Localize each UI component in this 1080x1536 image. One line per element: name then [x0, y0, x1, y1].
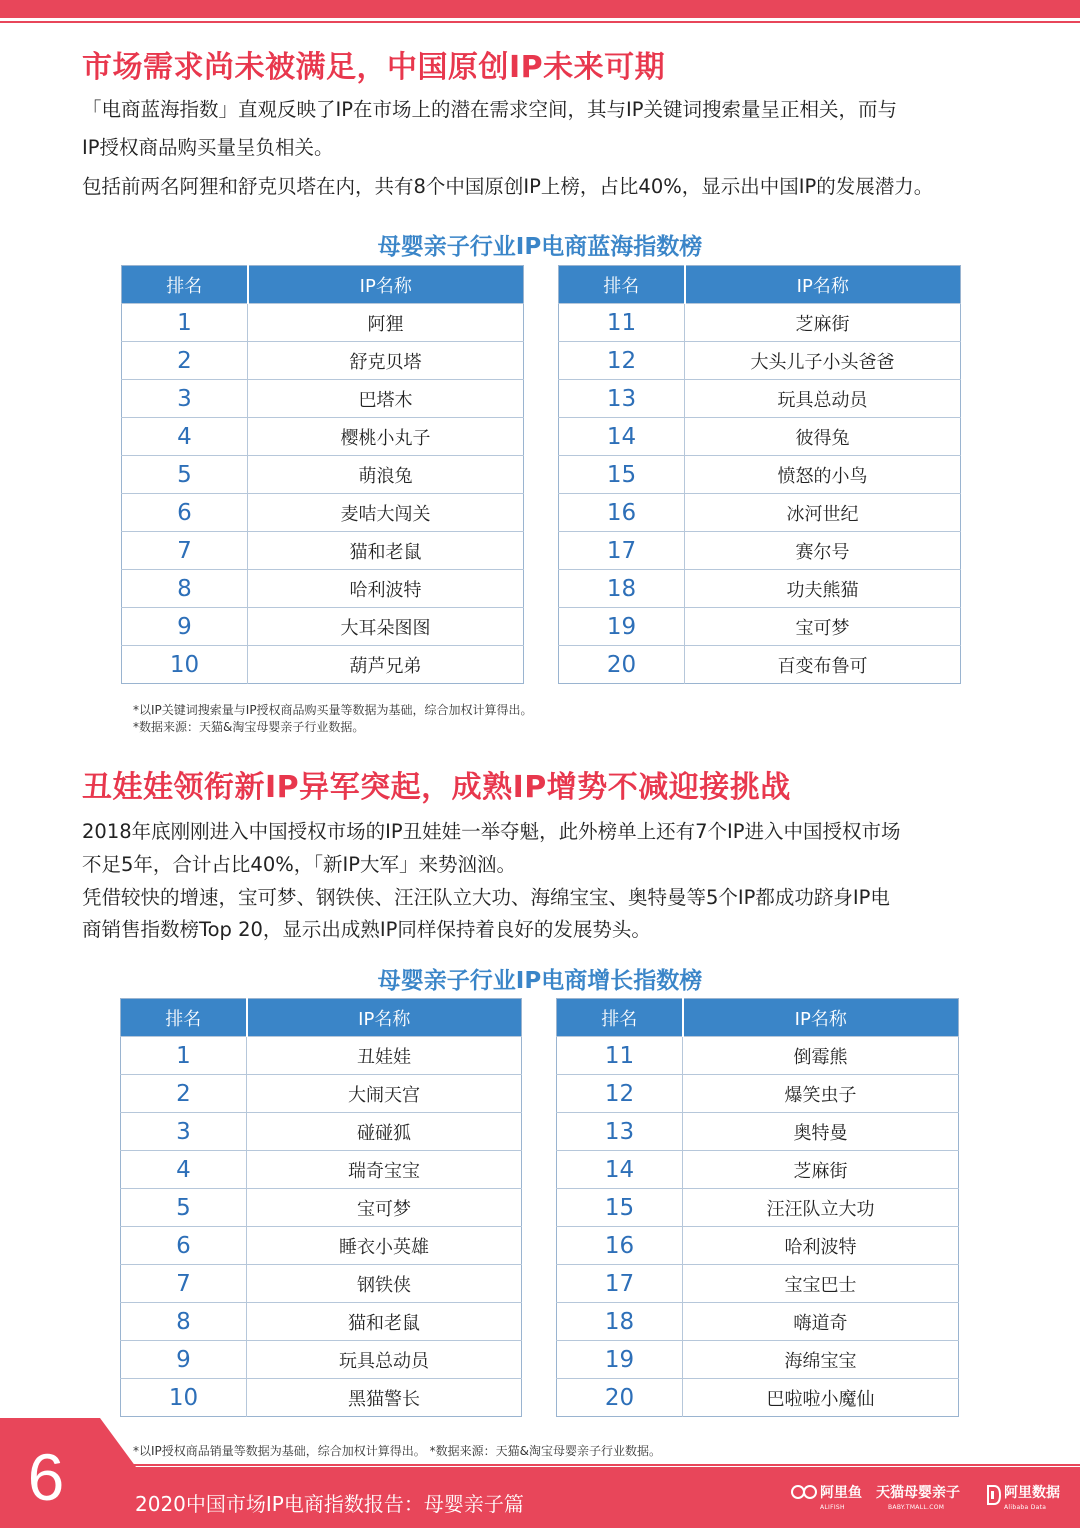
table-row — [559, 494, 961, 532]
ip-name-cell: 舒克贝塔 — [248, 342, 524, 380]
rank-cell: 8 — [121, 1303, 247, 1341]
rank-cell: 4 — [121, 1151, 247, 1189]
ip-name-cell: 倒霉熊 — [683, 1037, 959, 1075]
rank-cell: 19 — [557, 1341, 683, 1379]
table-row — [557, 1303, 959, 1341]
rank-cell: 16 — [559, 494, 685, 532]
rank-cell: 8 — [122, 570, 248, 608]
alifish-logo — [790, 1480, 870, 1520]
table-row — [559, 456, 961, 494]
alibaba-data-name: 阿里数据 — [1004, 1485, 1060, 1501]
rank-cell: 10 — [122, 646, 248, 684]
ip-name-cell: 巴啦啦小魔仙 — [683, 1379, 959, 1417]
ip-name-cell: 阿狸 — [248, 304, 524, 342]
rank-cell: 9 — [122, 608, 248, 646]
rank-cell: 16 — [557, 1227, 683, 1265]
ip-name-cell: 玩具总动员 — [685, 380, 961, 418]
table-row — [559, 646, 961, 684]
blue-ocean-table-left — [121, 265, 524, 684]
rank-column-header: 排名 — [557, 999, 683, 1037]
ip-name-cell: 瑞奇宝宝 — [247, 1151, 522, 1189]
rank-cell: 11 — [557, 1037, 683, 1075]
rank-cell: 18 — [559, 570, 685, 608]
table-row — [559, 418, 961, 456]
table-row — [557, 1075, 959, 1113]
table-row — [122, 608, 524, 646]
table-row — [121, 1341, 522, 1379]
rank-cell: 5 — [121, 1189, 247, 1227]
ip-name-cell: 彼得兔 — [685, 418, 961, 456]
table-row — [557, 1113, 959, 1151]
top-decor-bar — [0, 0, 1080, 30]
section2-paragraph-line: 凭借较快的增速，宝可梦、钢铁侠、汪汪队立大功、海绵宝宝、奥特曼等5个IP都成功跻身IP电 — [82, 886, 890, 909]
ip-name-cell: 麦咭大闯关 — [248, 494, 524, 532]
ip-name-cell: 宝可梦 — [685, 608, 961, 646]
table-row — [122, 380, 524, 418]
report-title: 2020中国市场IP电商指数报告：母婴亲子篇 — [135, 1492, 524, 1516]
rank-cell: 5 — [122, 456, 248, 494]
ip-name-cell: 萌浪兔 — [248, 456, 524, 494]
rank-cell: 17 — [559, 532, 685, 570]
page-number: 6 — [27, 1440, 65, 1514]
rank-cell: 2 — [121, 1075, 247, 1113]
table-row — [121, 1189, 522, 1227]
ip-name-cell: 猫和老鼠 — [248, 532, 524, 570]
table-row — [559, 380, 961, 418]
table-row — [557, 1227, 959, 1265]
rank-cell: 9 — [121, 1341, 247, 1379]
rank-cell: 10 — [121, 1379, 247, 1417]
alibaba-data-subtitle: Alibaba Data — [1004, 1504, 1047, 1511]
ip-name-cell: 碰碰狐 — [247, 1113, 522, 1151]
page-number-tab-slope — [100, 1418, 136, 1467]
table-row — [121, 1303, 522, 1341]
tmall-baby-logo — [876, 1480, 980, 1520]
rank-cell: 7 — [121, 1265, 247, 1303]
table-row — [122, 570, 524, 608]
table-row — [557, 1341, 959, 1379]
section1-paragraph-line: 包括前两名阿狸和舒克贝塔在内，共有8个中国原创IP上榜，占比40%，显示出中国IP的发展潜力。 — [82, 175, 934, 198]
ip-name-cell: 宝宝巴士 — [683, 1265, 959, 1303]
ip-name-cell: 大耳朵图图 — [248, 608, 524, 646]
table-row — [121, 1037, 522, 1075]
table-row — [559, 304, 961, 342]
rank-cell: 7 — [122, 532, 248, 570]
ip-name-cell: 巴塔木 — [248, 380, 524, 418]
ip-name-cell: 芝麻街 — [683, 1151, 959, 1189]
ip-name-cell: 百变布鲁可 — [685, 646, 961, 684]
rank-cell: 20 — [559, 646, 685, 684]
table-row — [121, 1113, 522, 1151]
section1-title: 市场需求尚未被满足，中国原创IP未来可期 — [82, 50, 666, 85]
rank-cell: 13 — [557, 1113, 683, 1151]
table-row — [121, 1151, 522, 1189]
growth-table-right — [556, 998, 959, 1417]
footer-red-line — [133, 1464, 1080, 1466]
table-row — [122, 304, 524, 342]
table-row — [122, 646, 524, 684]
ip-name-cell: 海绵宝宝 — [683, 1341, 959, 1379]
table-row — [557, 1189, 959, 1227]
ip-name-column-header: IP名称 — [683, 999, 959, 1037]
partner-logos — [790, 1480, 1072, 1520]
ip-name-column-header: IP名称 — [685, 266, 961, 304]
section1-paragraph-line: IP授权商品购买量呈负相关。 — [82, 136, 334, 159]
rank-cell: 20 — [557, 1379, 683, 1417]
rank-cell: 2 — [122, 342, 248, 380]
ip-name-cell: 赛尔号 — [685, 532, 961, 570]
rank-cell: 12 — [559, 342, 685, 380]
ip-name-cell: 嗨道奇 — [683, 1303, 959, 1341]
ip-name-cell: 功夫熊猫 — [685, 570, 961, 608]
table-row — [559, 608, 961, 646]
table-row — [557, 1037, 959, 1075]
ip-name-cell: 大头儿子小头爸爸 — [685, 342, 961, 380]
alibaba-data-logo — [986, 1480, 1072, 1520]
ip-name-cell: 愤怒的小鸟 — [685, 456, 961, 494]
rank-cell: 3 — [121, 1113, 247, 1151]
ip-name-cell: 冰河世纪 — [685, 494, 961, 532]
table-row — [122, 456, 524, 494]
section2-paragraph-line: 不足5年，合计占比40%，「新IP大军」来势汹汹。 — [82, 853, 517, 876]
ip-name-cell: 大闹天宫 — [247, 1075, 522, 1113]
section1-footnote: *以IP关键词搜索量与IP授权商品购买量等数据为基础，综合加权计算得出。 — [133, 703, 533, 717]
rank-cell: 1 — [122, 304, 248, 342]
ip-name-cell: 哈利波特 — [248, 570, 524, 608]
rank-cell: 3 — [122, 380, 248, 418]
rank-cell: 11 — [559, 304, 685, 342]
alifish-subtitle: ALIFISH — [820, 1504, 845, 1511]
rank-cell: 14 — [559, 418, 685, 456]
table-row — [559, 532, 961, 570]
ip-name-cell: 哈利波特 — [683, 1227, 959, 1265]
table-row — [122, 418, 524, 456]
ip-name-cell: 汪汪队立大功 — [683, 1189, 959, 1227]
table-row — [121, 1075, 522, 1113]
table-row — [122, 342, 524, 380]
table-row — [121, 1227, 522, 1265]
tmall-baby-subtitle: BABY.TMALL.COM — [888, 1504, 945, 1511]
rank-cell: 6 — [122, 494, 248, 532]
ip-name-cell: 爆笑虫子 — [683, 1075, 959, 1113]
ip-name-cell: 睡衣小英雄 — [247, 1227, 522, 1265]
ip-name-column-header: IP名称 — [247, 999, 522, 1037]
table-row — [122, 494, 524, 532]
section2-title: 丑娃娃领衔新IP异军突起，成熟IP增势不减迎接挑战 — [82, 770, 791, 805]
ip-name-cell: 黑猫警长 — [247, 1379, 522, 1417]
rank-cell: 4 — [122, 418, 248, 456]
section2-footnote: *以IP授权商品销量等数据为基础，综合加权计算得出。 *数据来源：天猫&淘宝母婴亲子行业数据。 — [133, 1444, 661, 1458]
ip-name-cell: 葫芦兄弟 — [248, 646, 524, 684]
section1-paragraph-line: 「电商蓝海指数」直观反映了IP在市场上的潜在需求空间，其与IP关键词搜索量呈正相关，而与 — [82, 98, 898, 121]
table-row — [557, 1265, 959, 1303]
alifish-name: 阿里鱼 — [820, 1485, 862, 1501]
ip-name-cell: 丑娃娃 — [247, 1037, 522, 1075]
rank-cell: 19 — [559, 608, 685, 646]
table-row — [559, 342, 961, 380]
rank-column-header: 排名 — [559, 266, 685, 304]
top-red-line — [0, 21, 1080, 23]
growth-table-left — [120, 998, 522, 1417]
ip-name-cell: 芝麻街 — [685, 304, 961, 342]
top-red-band — [0, 0, 1080, 18]
rank-cell: 12 — [557, 1075, 683, 1113]
rank-cell: 14 — [557, 1151, 683, 1189]
table-row — [122, 532, 524, 570]
rank-cell: 15 — [559, 456, 685, 494]
section2-paragraph-line: 商销售指数榜Top 20，显示出成熟IP同样保持着良好的发展势头。 — [82, 918, 651, 941]
rank-cell: 18 — [557, 1303, 683, 1341]
rank-column-header: 排名 — [121, 999, 247, 1037]
section2-table-title: 母婴亲子行业IP电商增长指数榜 — [377, 968, 703, 994]
ip-name-cell: 猫和老鼠 — [247, 1303, 522, 1341]
ip-name-column-header: IP名称 — [248, 266, 524, 304]
section2-paragraph-line: 2018年底刚刚进入中国授权市场的IP丑娃娃一举夺魁，此外榜单上还有7个IP进入中国授权市场 — [82, 820, 901, 843]
alifish-icon — [790, 1484, 818, 1500]
rank-cell: 1 — [121, 1037, 247, 1075]
blue-ocean-table-right — [558, 265, 961, 684]
rank-cell: 15 — [557, 1189, 683, 1227]
ip-name-cell: 玩具总动员 — [247, 1341, 522, 1379]
section1-footnote: *数据来源：天猫&淘宝母婴亲子行业数据。 — [133, 720, 365, 734]
alibaba-data-icon — [986, 1484, 1002, 1506]
rank-cell: 13 — [559, 380, 685, 418]
tmall-baby-name: 天猫母婴亲子 — [876, 1485, 960, 1501]
ip-name-cell: 樱桃小丸子 — [248, 418, 524, 456]
table-row — [559, 570, 961, 608]
rank-cell: 17 — [557, 1265, 683, 1303]
table-row — [121, 1379, 522, 1417]
ip-name-cell: 奥特曼 — [683, 1113, 959, 1151]
rank-cell: 6 — [121, 1227, 247, 1265]
rank-column-header: 排名 — [122, 266, 248, 304]
ip-name-cell: 钢铁侠 — [247, 1265, 522, 1303]
ip-name-cell: 宝可梦 — [247, 1189, 522, 1227]
table-row — [557, 1379, 959, 1417]
table-row — [121, 1265, 522, 1303]
table-row — [557, 1151, 959, 1189]
section1-table-title: 母婴亲子行业IP电商蓝海指数榜 — [377, 234, 703, 260]
